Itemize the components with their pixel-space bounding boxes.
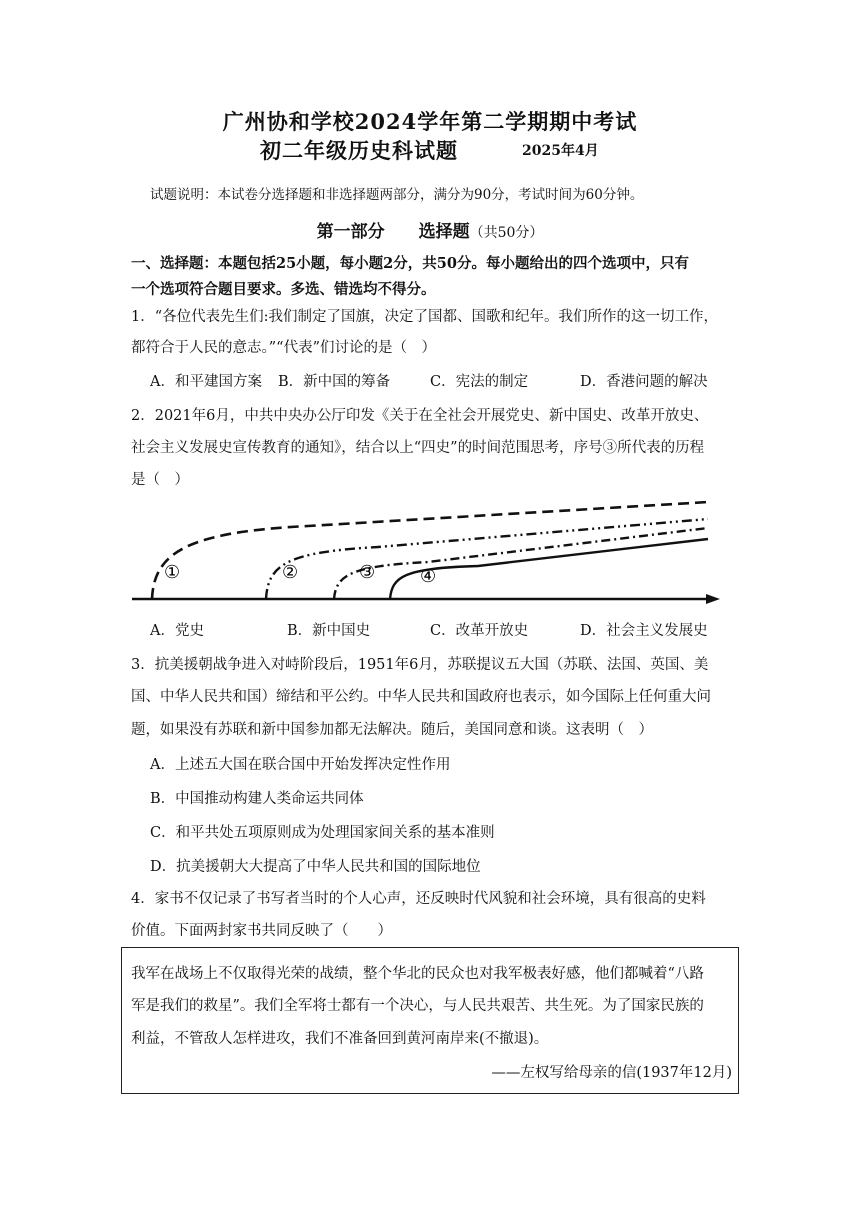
q1-option-b[interactable]: B．新中国的筹备 (278, 374, 391, 390)
letter-excerpt-box (121, 947, 739, 1094)
q4-stem-line-2: 价值。下面两封家书共同反映了（ ） (131, 923, 392, 939)
q1-option-c[interactable]: C．宪法的制定 (430, 374, 529, 390)
q3-option-d[interactable]: D．抗美援朝大大提高了中华人民共和国的国际地位 (150, 859, 481, 875)
q3-stem-line-3: 题，如果没有苏联和新中国参加都无法解决。随后，美国同意和谈。这表明（ ） (131, 722, 653, 738)
letter-signature: ——左权写给母亲的信(1937年12月) (491, 1065, 732, 1081)
timeline-label-4: ④ (420, 566, 437, 587)
letter-line-3: 利益，不管敌人怎样进攻，我们不准备回到黄河南岸来(不撤退)。 (131, 1031, 549, 1047)
timeline-curve-2 (266, 519, 708, 599)
q2-stem-line-3: 是（ ） (131, 472, 189, 488)
q1-stem-line-1: 1．“各位代表先生们:我们制定了国旗，决定了国都、国歌和纪年。我们所作的这一切工作， (131, 309, 719, 325)
q3-option-b[interactable]: B．中国推动构建人类命运共同体 (150, 791, 364, 807)
q3-option-a[interactable]: A．上述五大国在联合国中开始发挥决定性作用 (150, 757, 451, 773)
q3-stem-line-1: 3．抗美援朝战争进入对峙阶段后，1951年6月，苏联提议五大国（苏联、法国、英国、美 (131, 657, 709, 673)
section-title: 第一部分 选择题 (316, 222, 470, 242)
q2-option-a[interactable]: A．党史 (150, 623, 204, 639)
q2-stem-line-1: 2．2021年6月，中共中央办公厅印发《关于在全社会开展党史、新中国史、改革开放史、 (131, 408, 709, 424)
section-heading (0, 217, 860, 242)
exam-date: 2025年4月 (522, 143, 599, 159)
q2-option-c[interactable]: C．改革开放史 (430, 623, 529, 639)
q2-option-d[interactable]: D．社会主义发展史 (580, 623, 708, 639)
exam-description: 试题说明：本试卷分选择题和非选择题两部分，满分为90分，考试时间为60分钟。 (150, 187, 644, 203)
letter-line-2: 军是我们的救星”。我们全军将士都有一个决心，与人民共艰苦、共生死。为了国家民族的 (131, 998, 704, 1014)
exam-title: 广州协和学校2024学年第二学期期中考试 (222, 109, 638, 134)
letter-line-1: 我军在战场上不仅取得光荣的战绩，整个华北的民众也对我军极表好感，他们都喊着“八路 (131, 966, 704, 982)
exam-subtitle: 初二年级历史科试题 (260, 138, 458, 163)
q2-stem-line-2: 社会主义发展史宣传教育的通知》，结合以上“四史”的时间范围思考，序号③所代表的历程 (131, 440, 705, 456)
q3-option-c[interactable]: C．和平共处五项原则成为处理国家间关系的基本准则 (150, 825, 495, 841)
four-histories-timeline-figure (128, 492, 728, 610)
instruction-line-2: 一个选项符合题目要求。多选、错选均不得分。 (131, 281, 436, 298)
q3-stem-line-2: 国、中华人民共和国）缔结和平公约。中华人民共和国政府也表示，如今国际上任何重大问 (131, 689, 711, 705)
timeline-label-1: ① (164, 562, 181, 583)
instruction-line-1: 一、选择题：本题包括25小题，每小题2分，共50分。每小题给出的四个选项中，只有 (131, 255, 689, 272)
timeline-curve-3 (334, 528, 708, 599)
q1-option-d[interactable]: D．香港问题的解决 (580, 374, 708, 390)
section-points: （共50分） (469, 225, 544, 241)
timeline-label-3: ③ (359, 562, 376, 583)
timeline-arrowhead (706, 594, 720, 604)
q2-option-b[interactable]: B．新中国史 (287, 623, 371, 639)
timeline-label-2: ② (282, 562, 299, 583)
q1-stem-line-2: 都符合于人民的意志。”“代表”们讨论的是（ ） (131, 340, 436, 356)
q4-stem-line-1: 4．家书不仅记录了书写者当时的个人心声，还反映时代风貌和社会环境，具有很高的史料 (131, 891, 706, 907)
q1-option-a[interactable]: A．和平建国方案 (150, 374, 262, 390)
